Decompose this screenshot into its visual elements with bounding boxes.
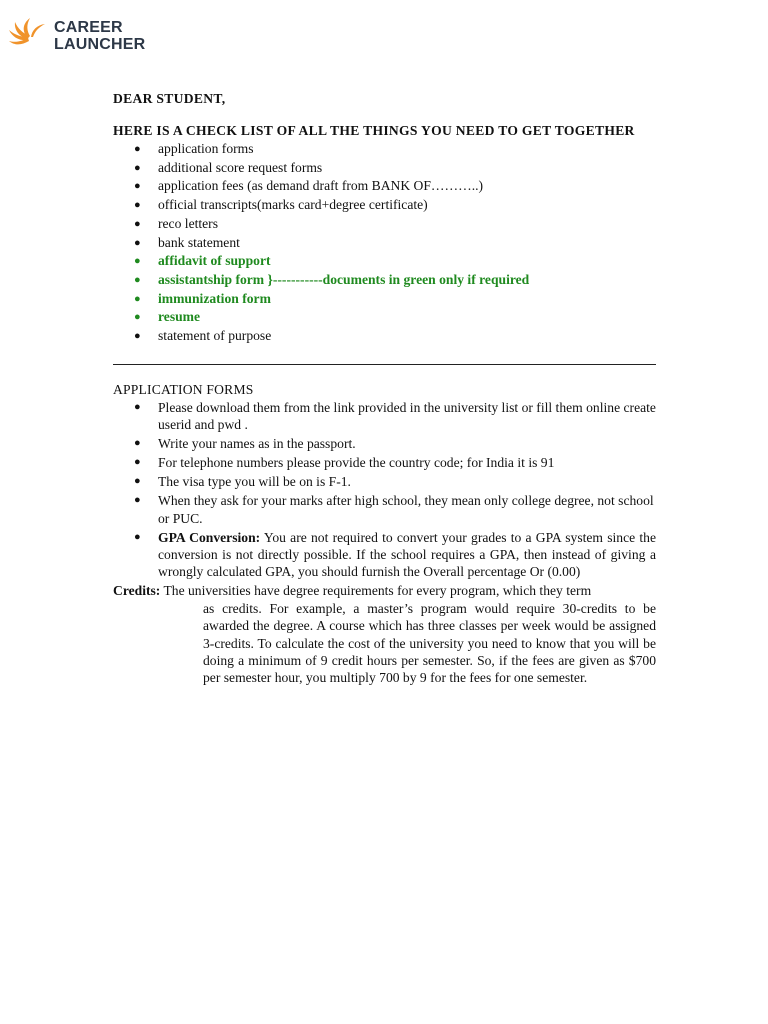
checklist-item-text: reco letters [158,215,219,231]
checklist-item-text: assistantship form }-----------documents in green only if required [158,271,530,287]
application-forms-item-text: Write your names as in the passport. [158,436,356,452]
sunburst-logo-icon [8,16,48,56]
bullet-icon: ● [134,330,141,343]
checklist-item [113,177,656,196]
checklist-intro: HERE IS A CHECK LIST OF ALL THE THINGS YOU NEED TO GET TOGETHER [113,123,635,138]
credits-paragraph [113,582,656,686]
bullet-icon: ● [134,217,141,230]
checklist-item [113,308,656,327]
application-forms-item [113,492,656,527]
logo-wordmark [54,19,145,53]
checklist-item [113,215,656,234]
checklist-item [113,290,656,309]
bullet-icon: ● [134,437,141,450]
checklist-item [113,252,656,271]
bullet-icon: ● [134,311,141,324]
application-forms-item [113,399,656,434]
bullet-icon: ● [134,161,141,174]
checklist-item [113,271,656,290]
application-forms-title: APPLICATION FORMS [113,381,254,397]
credits-text: as credits. For example, a master’s program would require 30-credits to be awarded the degree. A course which has three classes per week would be assigned 3-credits. To calculate the cost of the university you need to know that you will be doing a minimum of 9 credit hours per semester. So, if the fees are given as $700 per semester hour, you multiply 700 by 9 for the fees for one semester. [203,600,656,686]
bullet-icon: ● [134,255,141,268]
checklist-item-text: bank statement [158,234,240,250]
bullet-icon: ● [134,292,141,305]
application-forms-item [113,473,656,490]
credits-label: Credits: [113,583,161,599]
checklist-item [113,196,656,215]
logo-line-1: CAREER [54,19,123,36]
application-forms-item [113,435,656,452]
bullet-icon: ● [134,400,141,413]
checklist-item-text: resume [158,309,201,325]
checklist-item-text: statement of purpose [158,328,272,344]
section-divider [113,364,656,365]
checklist-item [113,234,656,253]
checklist-item-text: application forms [158,141,254,156]
checklist-item-text: affidavit of support [158,253,271,269]
checklist-item-text: application fees (as demand draft from BANK OF………..) [158,178,484,194]
bullet-icon: ● [134,143,141,155]
application-forms-item-text: The visa type you will be on is F-1. [158,474,351,490]
checklist-item [113,159,656,178]
document-body [113,90,656,687]
application-forms-list [113,399,656,581]
gpa-conversion-item [113,529,656,581]
bullet-icon: ● [134,199,141,212]
bullet-icon: ● [134,236,141,249]
logo-line-2: LAUNCHER [54,36,146,53]
bullet-icon: ● [134,530,141,543]
gpa-conversion-text: You are not required to convert your grades to a GPA system since the conversion is not directly possible. If the school requires a GPA, then instead of giving a wrongly calculated GPA, you should furnish the Overall percentage Or (0.00) [158,529,656,580]
bullet-icon: ● [134,475,141,488]
checklist [113,140,656,346]
application-forms-item [113,454,656,471]
career-launcher-logo [8,14,145,58]
bullet-icon: ● [134,494,141,507]
checklist-item-text: official transcripts(marks card+degree certificate) [158,197,428,213]
checklist-item [113,140,656,159]
application-forms-item-text: For telephone numbers please provide the country code; for India it is 91 [158,455,555,471]
checklist-item-text: immunization form [158,290,271,306]
credits-first-line: The universities have degree requirements for every program, which they term [160,583,592,599]
gpa-conversion-label: GPA Conversion: [158,529,261,545]
checklist-item-text: additional score request forms [158,159,323,175]
application-forms-item-text: Please download them from the link provided in the university list or fill them online create userid and pwd . [158,399,656,433]
bullet-icon: ● [134,180,141,193]
application-forms-item-text: When they ask for your marks after high school, they mean only college degree, not school or PUC. [158,493,654,526]
checklist-item [113,327,656,346]
bullet-icon: ● [134,456,141,469]
greeting: DEAR STUDENT, [113,91,226,106]
bullet-icon: ● [134,273,141,286]
